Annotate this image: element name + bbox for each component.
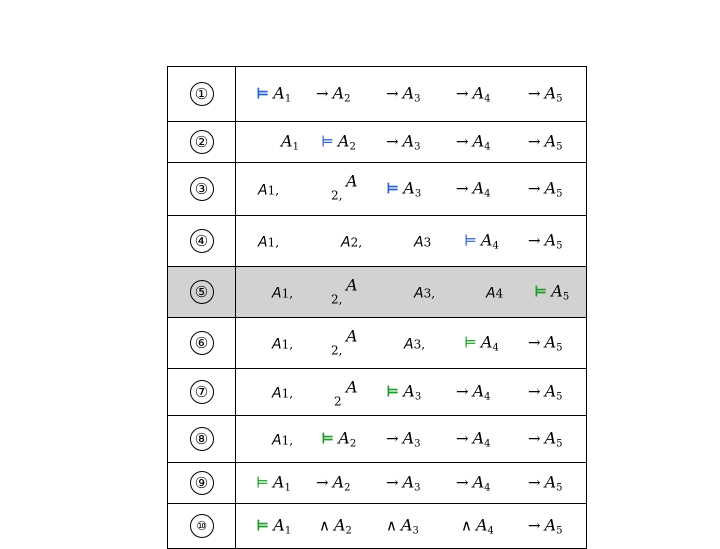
proof-row bbox=[168, 318, 587, 369]
formula-token bbox=[331, 289, 342, 308]
formula-variable: A bbox=[544, 332, 557, 352]
formula-variable: A bbox=[544, 428, 557, 448]
formula-cell bbox=[236, 416, 587, 463]
formula-sequence bbox=[236, 216, 586, 266]
formula-token bbox=[456, 473, 491, 494]
step-number: ① bbox=[190, 82, 214, 106]
formula-variable: A bbox=[414, 234, 424, 251]
connective-symbol: → bbox=[456, 84, 469, 103]
formula-token bbox=[464, 333, 499, 354]
formula-token bbox=[456, 179, 491, 200]
formula-token bbox=[272, 383, 293, 402]
turnstile-icon: ⊨ bbox=[321, 132, 334, 151]
formula-subscript: 2 bbox=[344, 93, 351, 105]
connective-symbol: → bbox=[528, 132, 541, 151]
formula-token bbox=[316, 473, 351, 494]
comma-separator: , bbox=[338, 343, 343, 358]
formula-token bbox=[341, 232, 362, 251]
formula-token bbox=[386, 473, 421, 494]
formula-variable: A bbox=[414, 285, 424, 302]
proof-row bbox=[168, 463, 587, 504]
connective-symbol: → bbox=[528, 231, 541, 250]
formula-token bbox=[331, 340, 342, 359]
proof-row bbox=[168, 163, 587, 216]
formula-token bbox=[321, 132, 356, 153]
formula-token bbox=[386, 84, 421, 105]
formula-subscript: 1 bbox=[284, 482, 291, 494]
formula-variable: A bbox=[402, 131, 415, 151]
formula-subscript: 4 bbox=[492, 240, 499, 252]
formula-token bbox=[461, 516, 494, 537]
formula-variable: A bbox=[402, 428, 415, 448]
connective-symbol: → bbox=[528, 333, 541, 352]
step-number: ④ bbox=[190, 229, 214, 253]
formula-subscript: 5 bbox=[556, 438, 563, 450]
formula-subscript: 4 bbox=[484, 482, 491, 494]
connective-symbol: → bbox=[456, 473, 469, 492]
formula-variable: A bbox=[272, 472, 285, 492]
formula-cell bbox=[236, 267, 587, 318]
step-number: ⑩ bbox=[190, 514, 214, 538]
formula-variable: A bbox=[258, 234, 268, 251]
connective-symbol: ∧ bbox=[386, 516, 397, 535]
formula-index: 2 bbox=[350, 235, 359, 250]
formula-variable: A bbox=[272, 385, 282, 402]
formula-subscript: 3 bbox=[414, 438, 421, 450]
formula-token bbox=[386, 516, 419, 537]
formula-token bbox=[414, 283, 435, 302]
formula-index: 1 bbox=[267, 235, 276, 250]
proof-row bbox=[168, 504, 587, 549]
formula-token bbox=[346, 276, 358, 295]
formula-subscript: 3 bbox=[414, 482, 421, 494]
proof-row bbox=[168, 267, 587, 318]
formula-token bbox=[528, 333, 563, 354]
formula-subscript: 2 bbox=[345, 525, 352, 537]
formula-sequence bbox=[236, 67, 586, 121]
comma-separator: , bbox=[275, 235, 280, 250]
formula-cell bbox=[236, 504, 587, 549]
step-number-cell bbox=[168, 463, 236, 504]
formula-token bbox=[321, 429, 356, 450]
step-number-cell bbox=[168, 416, 236, 463]
formula-token bbox=[331, 185, 342, 204]
formula-variable: A bbox=[544, 178, 557, 198]
comma-separator: , bbox=[421, 337, 426, 352]
formula-subscript: 3 bbox=[414, 141, 421, 153]
formula-subscript: 3 bbox=[414, 93, 421, 105]
formula-variable: A bbox=[273, 515, 285, 535]
connective-symbol: → bbox=[316, 84, 329, 103]
comma-separator: , bbox=[275, 183, 280, 198]
turnstile-icon: ⊨ bbox=[256, 516, 270, 535]
formula-variable: A bbox=[472, 428, 485, 448]
step-number: ⑤ bbox=[190, 280, 214, 304]
formula-sequence bbox=[236, 318, 586, 368]
formula-token bbox=[528, 473, 563, 494]
formula-variable: A bbox=[402, 472, 415, 492]
formula-token bbox=[316, 84, 351, 105]
formula-variable: A bbox=[544, 381, 557, 401]
formula-token bbox=[456, 429, 491, 450]
connective-symbol: → bbox=[528, 429, 541, 448]
formula-token bbox=[528, 382, 563, 403]
formula-variable: A bbox=[402, 83, 415, 103]
comma-separator: , bbox=[358, 235, 363, 250]
formula-variable: A bbox=[472, 178, 485, 198]
formula-variable: A bbox=[544, 515, 557, 535]
connective-symbol: ∧ bbox=[461, 516, 472, 535]
step-number-cell bbox=[168, 267, 236, 318]
step-number: ③ bbox=[190, 177, 214, 201]
step-number-cell bbox=[168, 163, 236, 216]
connective-symbol: → bbox=[456, 382, 469, 401]
formula-subscript: 4 bbox=[484, 438, 491, 450]
formula-token bbox=[256, 516, 291, 537]
formula-variable: A bbox=[475, 515, 488, 535]
formula-token bbox=[272, 334, 293, 353]
formula-sequence bbox=[236, 463, 586, 503]
formula-subscript: 1 bbox=[292, 141, 299, 153]
formula-sequence bbox=[236, 369, 586, 415]
step-number: ⑧ bbox=[190, 427, 214, 451]
formula-variable: A bbox=[544, 83, 557, 103]
formula-subscript: 3 bbox=[414, 391, 422, 403]
formula-token bbox=[272, 430, 293, 449]
formula-sequence bbox=[236, 504, 586, 548]
formula-index: 1 bbox=[281, 337, 290, 352]
formula-token bbox=[414, 232, 431, 251]
connective-symbol: → bbox=[386, 473, 399, 492]
formula-subscript: 2 bbox=[349, 438, 357, 450]
formula-subscript: 1 bbox=[284, 525, 292, 537]
proof-row bbox=[168, 416, 587, 463]
step-number-cell bbox=[168, 67, 236, 122]
turnstile-icon: ⊨ bbox=[386, 382, 400, 401]
formula-variable: A bbox=[544, 472, 557, 492]
formula-variable: A bbox=[551, 281, 563, 301]
turnstile-icon: ⊨ bbox=[386, 179, 400, 198]
step-number-cell bbox=[168, 318, 236, 369]
formula-variable: A bbox=[346, 326, 358, 346]
formula-token bbox=[258, 232, 279, 251]
formula-variable: A bbox=[472, 83, 485, 103]
connective-symbol: → bbox=[528, 516, 541, 535]
formula-token bbox=[256, 473, 291, 494]
connective-symbol: → bbox=[528, 473, 541, 492]
formula-token bbox=[258, 180, 279, 199]
formula-variable: A bbox=[480, 332, 493, 352]
formula-token bbox=[486, 283, 503, 302]
formula-subscript: 4 bbox=[484, 141, 491, 153]
formula-variable: A bbox=[403, 178, 415, 198]
step-number-cell bbox=[168, 216, 236, 267]
formula-subscript: 3 bbox=[412, 525, 419, 537]
formula-token bbox=[464, 231, 499, 252]
formula-cell bbox=[236, 122, 587, 163]
formula-token bbox=[456, 382, 491, 403]
formula-subscript: 4 bbox=[484, 391, 491, 403]
formula-variable: A bbox=[346, 377, 358, 397]
formula-cell bbox=[236, 369, 587, 416]
formula-subscript: 5 bbox=[556, 188, 563, 200]
formula-token bbox=[346, 327, 358, 346]
comma-separator: , bbox=[289, 433, 294, 448]
comma-separator: , bbox=[289, 337, 294, 352]
formula-variable: A bbox=[333, 515, 346, 535]
turnstile-icon: ⊨ bbox=[464, 333, 477, 352]
proof-row bbox=[168, 67, 587, 122]
formula-sequence bbox=[236, 267, 586, 317]
formula-variable: A bbox=[272, 336, 282, 353]
formula-index: 1 bbox=[267, 183, 276, 198]
formula-variable: A bbox=[337, 131, 350, 151]
formula-index: 1 bbox=[281, 286, 290, 301]
connective-symbol: → bbox=[456, 132, 469, 151]
formula-subscript: 4 bbox=[484, 93, 491, 105]
formula-variable: A bbox=[338, 428, 350, 448]
connective-symbol: → bbox=[316, 473, 329, 492]
formula-variable: A bbox=[341, 234, 351, 251]
formula-token bbox=[528, 516, 563, 537]
formula-index: 3 bbox=[423, 235, 432, 250]
formula-token bbox=[386, 429, 421, 450]
connective-symbol: → bbox=[386, 429, 399, 448]
formula-variable: A bbox=[486, 285, 496, 302]
connective-symbol: → bbox=[456, 179, 469, 198]
formula-token bbox=[528, 179, 563, 200]
connective-symbol: → bbox=[528, 84, 541, 103]
formula-token bbox=[256, 84, 291, 105]
proof-table-body bbox=[168, 67, 587, 549]
formula-cell bbox=[236, 163, 587, 216]
comma-separator: , bbox=[289, 286, 294, 301]
formula-token bbox=[528, 84, 563, 105]
step-number-cell bbox=[168, 122, 236, 163]
formula-subscript: 5 bbox=[556, 141, 563, 153]
comma-separator: , bbox=[289, 386, 294, 401]
formula-subscript: 5 bbox=[556, 240, 563, 252]
formula-cell bbox=[236, 463, 587, 504]
formula-subscript: 4 bbox=[484, 188, 491, 200]
formula-variable: A bbox=[403, 381, 415, 401]
formula-subscript: 5 bbox=[556, 342, 563, 354]
proof-row bbox=[168, 122, 587, 163]
formula-sequence bbox=[236, 416, 586, 462]
proof-table bbox=[167, 66, 587, 549]
formula-variable: A bbox=[472, 131, 485, 151]
connective-symbol: ∧ bbox=[319, 516, 330, 535]
formula-subscript: 4 bbox=[487, 525, 494, 537]
formula-token bbox=[456, 132, 491, 153]
proof-row bbox=[168, 216, 587, 267]
connective-symbol: → bbox=[528, 179, 541, 198]
formula-token bbox=[456, 84, 491, 105]
step-number: ⑥ bbox=[190, 331, 214, 355]
formula-token bbox=[346, 378, 358, 397]
formula-token bbox=[272, 283, 293, 302]
comma-separator: , bbox=[338, 292, 343, 307]
connective-symbol: → bbox=[386, 132, 399, 151]
formula-token bbox=[528, 231, 563, 252]
formula-token bbox=[281, 132, 299, 153]
formula-variable: A bbox=[400, 515, 413, 535]
formula-sequence bbox=[236, 122, 586, 162]
connective-symbol: → bbox=[386, 84, 399, 103]
formula-variable: A bbox=[272, 285, 282, 302]
formula-index: 2 bbox=[331, 188, 339, 203]
formula-variable: A bbox=[472, 381, 485, 401]
turnstile-icon: ⊨ bbox=[464, 231, 477, 250]
formula-subscript: 5 bbox=[556, 482, 563, 494]
formula-variable: A bbox=[272, 432, 282, 449]
formula-token bbox=[404, 334, 425, 353]
formula-variable: A bbox=[480, 230, 493, 250]
step-number: ⑦ bbox=[190, 380, 214, 404]
turnstile-icon: ⊨ bbox=[321, 429, 335, 448]
connective-symbol: → bbox=[528, 382, 541, 401]
turnstile-icon: ⊨ bbox=[256, 84, 270, 103]
comma-separator: , bbox=[338, 188, 343, 203]
formula-token bbox=[386, 179, 421, 200]
formula-index: 2 bbox=[334, 394, 342, 409]
formula-variable: A bbox=[404, 336, 414, 353]
formula-subscript: 5 bbox=[562, 291, 570, 303]
step-number-cell bbox=[168, 504, 236, 549]
formula-variable: A bbox=[258, 182, 268, 199]
formula-token bbox=[534, 282, 569, 303]
formula-subscript: 5 bbox=[556, 391, 563, 403]
formula-sequence bbox=[236, 163, 586, 215]
formula-token bbox=[319, 516, 352, 537]
proof-row bbox=[168, 369, 587, 416]
formula-index: 1 bbox=[281, 433, 290, 448]
formula-variable: A bbox=[332, 83, 345, 103]
formula-variable: A bbox=[544, 131, 557, 151]
formula-subscript: 3 bbox=[414, 188, 422, 200]
formula-index: 1 bbox=[281, 386, 290, 401]
formula-cell bbox=[236, 318, 587, 369]
step-number: ② bbox=[190, 130, 214, 154]
formula-variable: A bbox=[332, 472, 345, 492]
formula-token bbox=[334, 391, 342, 410]
formula-subscript: 2 bbox=[344, 482, 351, 494]
formula-variable: A bbox=[281, 131, 293, 151]
connective-symbol: → bbox=[456, 429, 469, 448]
formula-index: 4 bbox=[495, 286, 504, 301]
formula-cell bbox=[236, 67, 587, 122]
formula-subscript: 2 bbox=[349, 141, 356, 153]
formula-subscript: 5 bbox=[556, 93, 563, 105]
formula-subscript: 4 bbox=[492, 342, 499, 354]
formula-subscript: 1 bbox=[284, 93, 292, 105]
formula-index: 3 bbox=[413, 337, 422, 352]
formula-cell bbox=[236, 216, 587, 267]
formula-token bbox=[386, 382, 421, 403]
turnstile-icon: ⊨ bbox=[256, 473, 269, 492]
step-number-cell bbox=[168, 369, 236, 416]
formula-subscript: 5 bbox=[556, 525, 563, 537]
formula-token bbox=[528, 429, 563, 450]
comma-separator: , bbox=[431, 286, 436, 301]
formula-variable: A bbox=[472, 472, 485, 492]
step-number: ⑨ bbox=[190, 471, 214, 495]
formula-variable: A bbox=[273, 83, 285, 103]
formula-variable: A bbox=[544, 230, 557, 250]
formula-variable: A bbox=[346, 275, 358, 295]
formula-index: 2 bbox=[331, 343, 339, 358]
formula-token bbox=[528, 132, 563, 153]
turnstile-icon: ⊨ bbox=[534, 282, 548, 301]
formula-token bbox=[386, 132, 421, 153]
formula-token bbox=[346, 172, 358, 191]
formula-index: 3 bbox=[423, 286, 432, 301]
formula-index: 2 bbox=[331, 292, 339, 307]
formula-variable: A bbox=[346, 171, 358, 191]
